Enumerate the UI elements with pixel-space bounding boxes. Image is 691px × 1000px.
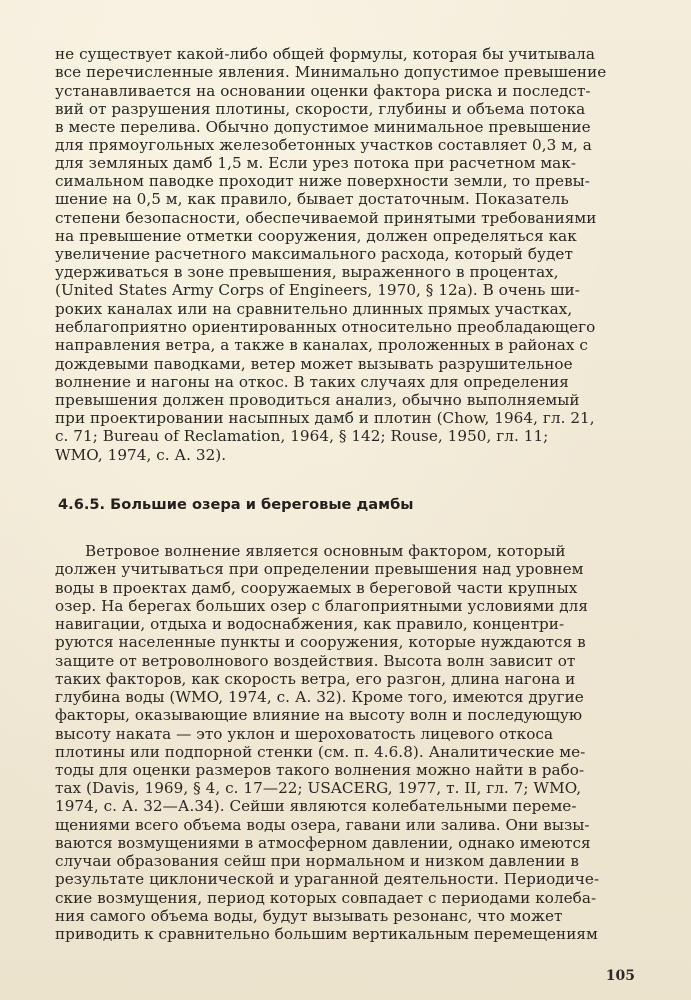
text-line: дождевыми паводками, ветер может вызывать разрушительное (55, 355, 573, 373)
text-line: тоды для оценки размеров такого волнения можно найти в рабо- (55, 761, 585, 779)
text-line: на превышение отметки сооружения, должен определяться как (55, 227, 577, 245)
text-line: в месте перелива. Обычно допустимое минимальное превышение (55, 118, 591, 136)
text-line: тах (Davis, 1969, § 4, с. 17—22; USACERG, 1977, т. II, гл. 7; WMO, (55, 779, 582, 797)
text-line: воды в проектах дамб, сооружаемых в береговой части крупных (55, 579, 578, 597)
text-line: результате циклонической и ураганной деятельности. Периодиче- (55, 870, 600, 888)
text-line: 1974, с. А. 32—А.34). Сейши являются колебательными переме- (55, 797, 577, 815)
text-line: удерживаться в зоне превышения, выраженного в процентах, (55, 263, 559, 281)
text-line: (United States Army Corps of Engineers, 1970, § 12a). В очень ши- (55, 281, 580, 299)
text-line: направления ветра, а также в каналах, проложенных в районах с (55, 336, 588, 354)
text-line: степени безопасности, обеспечиваемой принятыми требованиями (55, 209, 597, 227)
text-line: устанавливается на основании оценки фактора риска и последст- (55, 82, 591, 100)
text-line: вий от разрушения плотины, скорости, глубины и объема потока (55, 100, 586, 118)
text-line: ния самого объема воды, будут вызывать резонанс, что может (55, 907, 563, 925)
text-line: ваются возмущениями в атмосферном давлении, однако имеются (55, 834, 591, 852)
text-line: для прямоугольных железобетонных участков составляет 0,3 м, а (55, 136, 592, 154)
text-line: роких каналах или на сравнительно длинных прямых участках, (55, 300, 573, 318)
text-line: шение на 0,5 м, как правило, бывает достаточным. Показатель (55, 190, 569, 208)
text-line: превышения должен проводиться анализ, обычно выполняемый (55, 391, 580, 409)
text-line: озер. На берегах больших озер с благоприятными условиями для (55, 597, 589, 615)
text-line: симальном паводке проходит ниже поверхности земли, то превы- (55, 172, 590, 190)
text-line: глубина воды (WMO, 1974, с. А. 32). Кроме того, имеются другие (55, 688, 584, 706)
text-line: случаи образования сейш при нормальном и низком давлении в (55, 852, 579, 870)
text-line: руются населенные пункты и сооружения, которые нуждаются в (55, 633, 586, 651)
text-line: должен учитываться при определении превышения над уровнем (55, 560, 584, 578)
text-line: высоту наката — это уклон и шероховатость лицевого откоса (55, 725, 554, 743)
text-line: WMO, 1974, с. А. 32). (55, 446, 227, 464)
text-line: защите от ветроволнового воздействия. Высота волн зависит от (55, 652, 576, 670)
text-line: плотины или подпорной стенки (см. п. 4.6.8). Аналитические ме- (55, 743, 586, 761)
text-line: навигации, отдыха и водоснабжения, как правило, концентри- (55, 615, 565, 633)
text-line: Ветровое волнение является основным фактором, который (85, 542, 566, 560)
text-line: факторы, оказывающие влияние на высоту волн и последующую (55, 706, 583, 724)
text-line: для земляных дамб 1,5 м. Если урез потока при расчетном мак- (55, 154, 577, 172)
section-heading: 4.6.5. Большие озера и береговые дамбы (58, 496, 414, 513)
text-line: щениями всего объема воды озера, гавани или залива. Они вызы- (55, 816, 590, 834)
text-line: все перечисленные явления. Минимально допустимое превышение (55, 63, 607, 81)
text-line: с. 71; Bureau of Reclamation, 1964, § 142; Rouse, 1950, гл. 11; (55, 427, 549, 445)
text-line: таких факторов, как скорость ветра, его разгон, длина нагона и (55, 670, 576, 688)
text-line: увеличение расчетного максимального расхода, который будет (55, 245, 573, 263)
text-line: при проектировании насыпных дамб и плотин (Chow, 1964, гл. 21, (55, 409, 595, 427)
text-line: неблагоприятно ориентированных относительно преобладающего (55, 318, 596, 336)
page-number: 105 (605, 968, 635, 984)
text-line: не существует какой-либо общей формулы, которая бы учитывала (55, 45, 595, 63)
text-line: приводить к сравнительно большим вертикальным перемещениям (55, 925, 598, 943)
text-line: волнение и нагоны на откос. В таких случаях для определения (55, 373, 569, 391)
text-line: ские возмущения, период которых совпадает с периодами колеба- (55, 889, 597, 907)
